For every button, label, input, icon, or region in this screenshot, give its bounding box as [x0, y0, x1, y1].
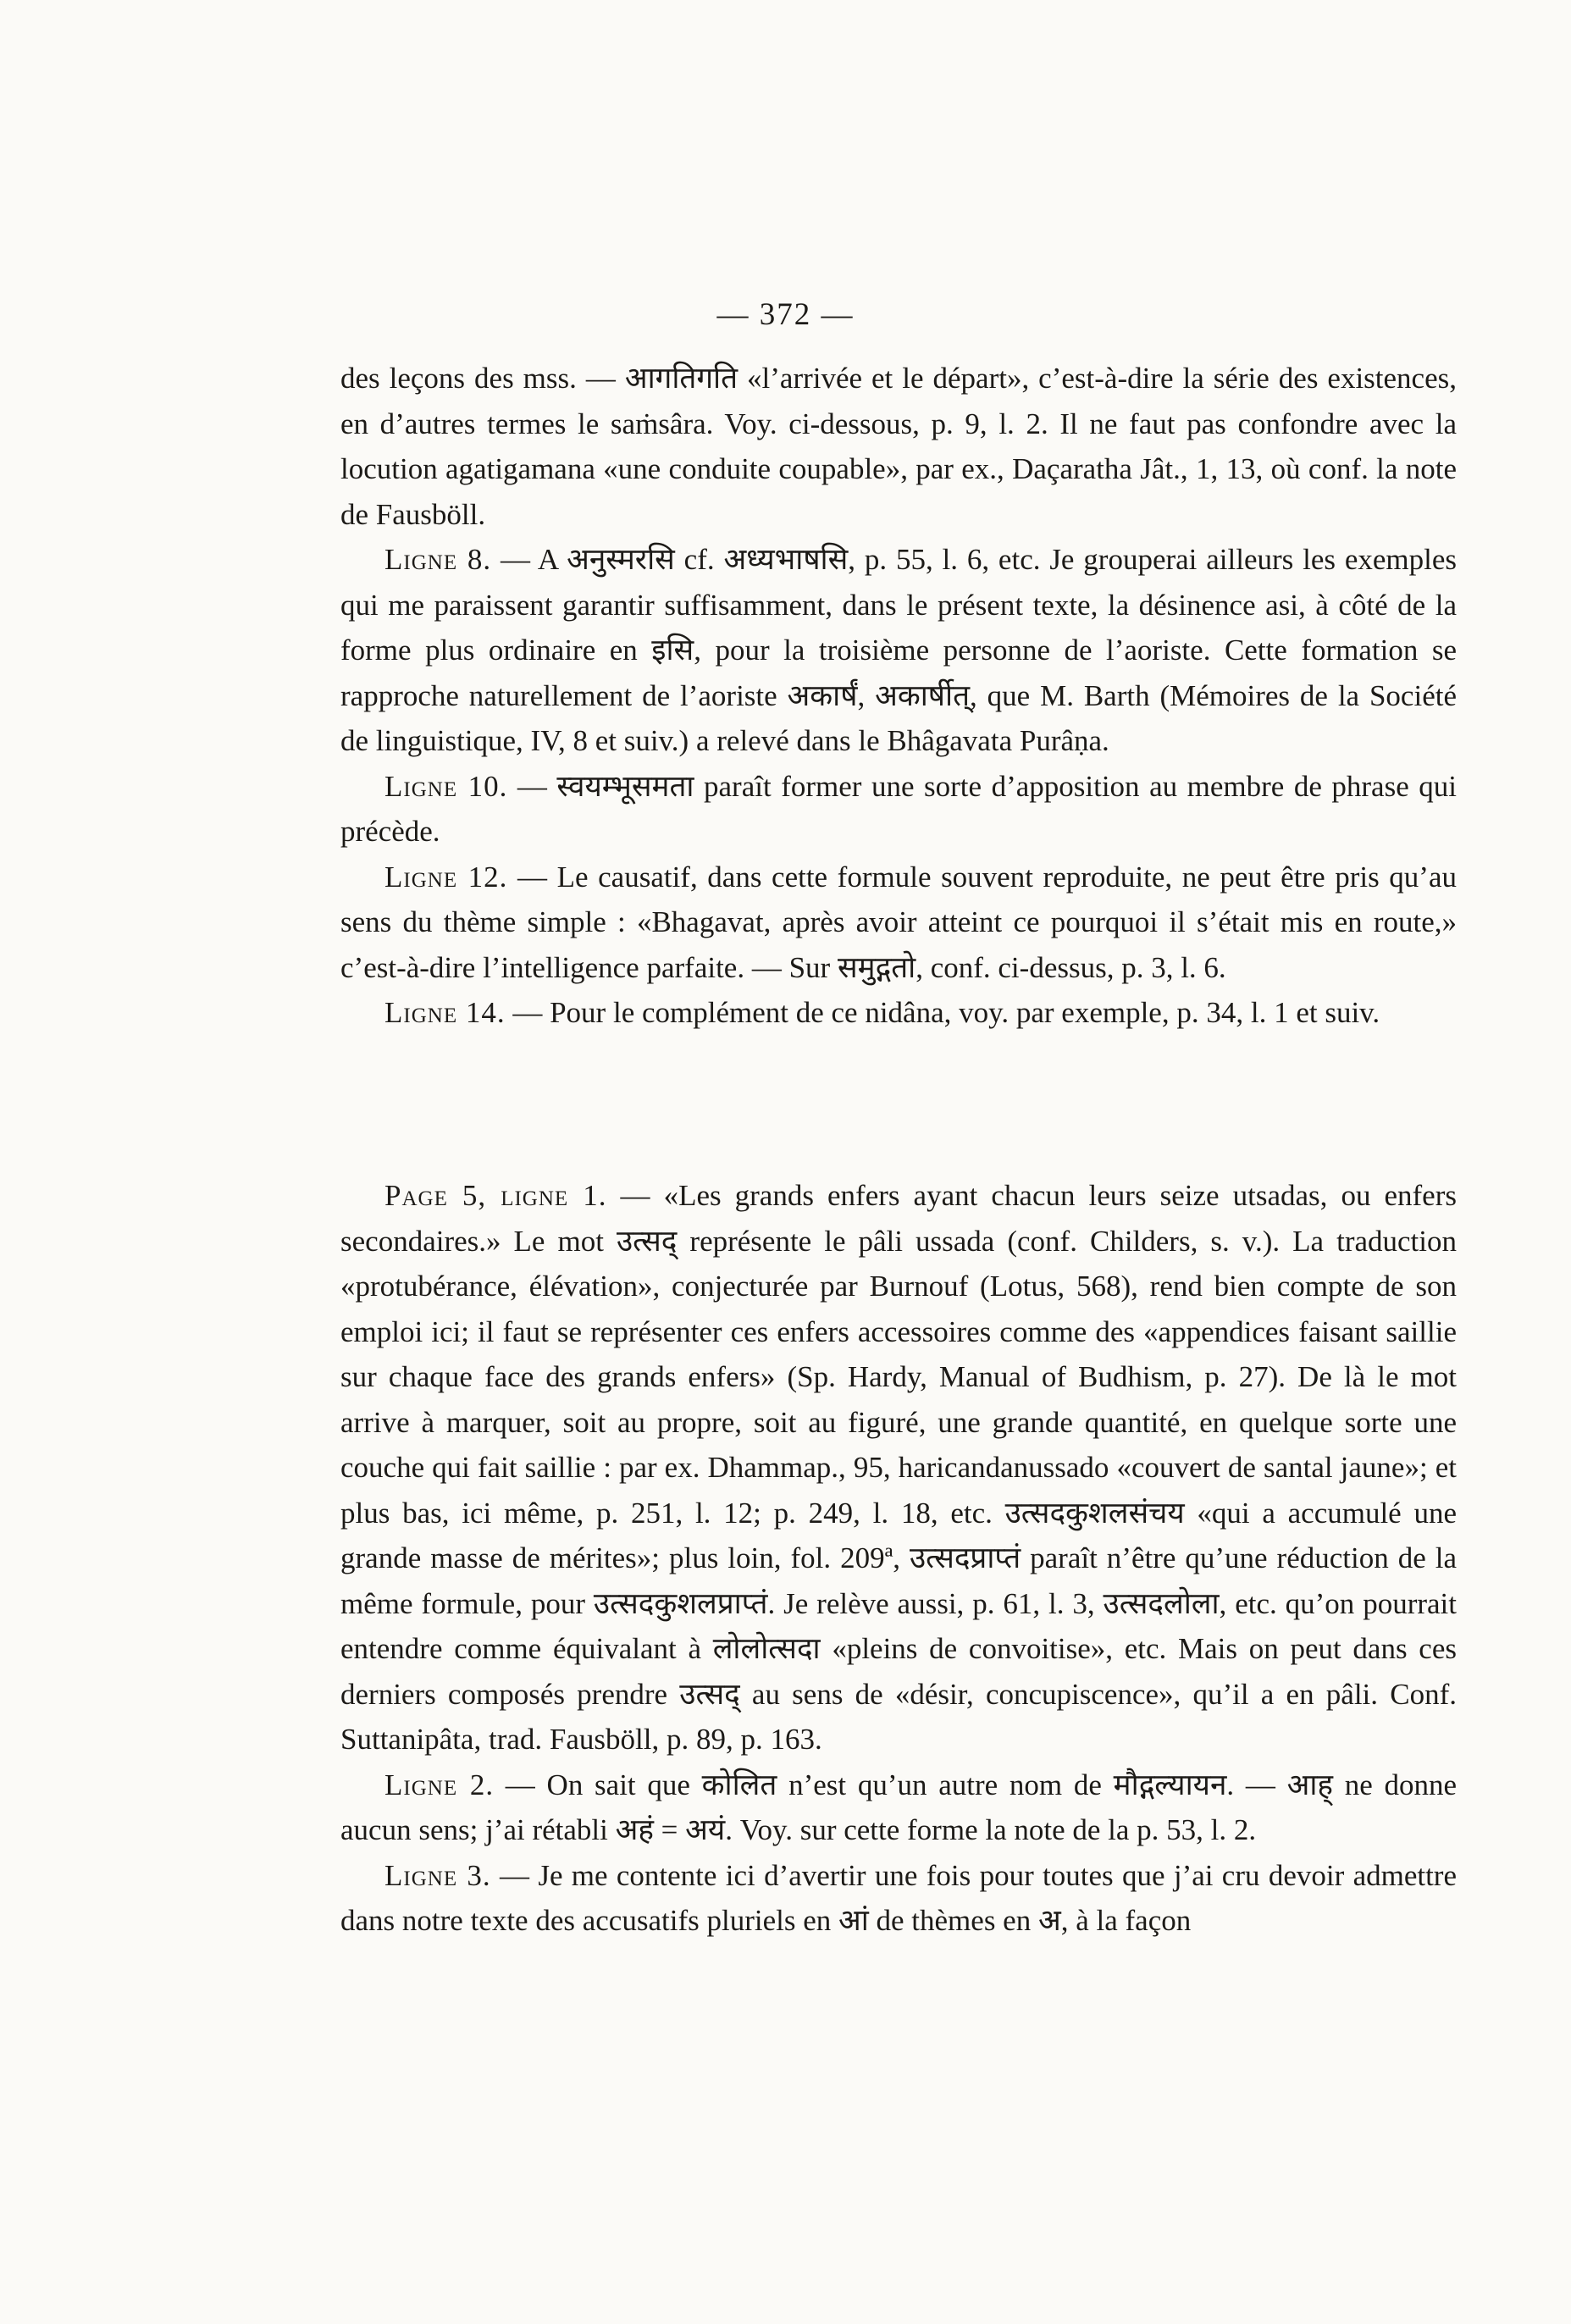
paragraph: [340, 356, 1457, 537]
paragraph: [340, 1762, 1457, 1853]
paragraph-lead: Ligne 2.: [384, 1768, 495, 1801]
paragraph-lead: Ligne 3.: [384, 1858, 491, 1892]
paragraph-lead: Ligne 12.: [384, 860, 508, 894]
paragraph: [340, 990, 1457, 1036]
paragraph-text: — On sait que कोलित n’est qu’un autre nom de मौद्गल्यायन. — आह् ne donne aucun sens; j’ai rétabli अहं = अयं. Voy. sur cette forme la note de la p. 53, l. 2.: [340, 1768, 1457, 1846]
paragraph: [340, 764, 1457, 855]
notes-section-1: [340, 356, 1457, 1036]
paragraph-text: — Je me contente ici d’avertir une fois pour toutes que j’ai cru devoir admettre dans notre texte des accusatifs pluriels en आं de thèmes en अ, à la façon: [340, 1858, 1457, 1937]
notes-section-2: [340, 1173, 1457, 1944]
paragraph-text: des leçons des mss. — आगतिगति «l’arrivée et le départ», c’est-à-dire la série des existences, en d’autres termes le saṁsâra. Voy. ci-dessous, p. 9, l. 2. Il ne faut pas confondre avec la locution agatigamana «une conduite coupable», par ex., Daçaratha Jât., 1, 13, où conf. la note de Fausböll.: [340, 362, 1457, 531]
page-number: — 372 —: [716, 297, 855, 332]
paragraph: [340, 537, 1457, 764]
paragraph-text: — स्वयम्भूसमता paraît former une sorte d’apposition au membre de phrase qui précède.: [340, 769, 1457, 848]
paragraph-text: — Pour le complément de ce nidâna, voy. par exemple, p. 34, l. 1 et suiv.: [505, 996, 1380, 1029]
paragraph: [340, 1173, 1457, 1762]
paragraph-lead: Ligne 8.: [384, 543, 492, 576]
paragraph-text: — A अनुस्मरसि cf. अध्यभाषसि, p. 55, l. 6, etc. Je grouperai ailleurs les exemples qui me paraissent garantir suffisamment, dans le présent texte, la désinence asi, à côté de la forme plus ordinaire en इसि, pour la troisième personne de l’aoriste. Cette formation se rapproche naturellement de l’aoriste अकार्षं, अकार्षीत्, que M. Barth (Mémoires de la Société de linguistique, IV, 8 et suiv.) a relevé dans le Bhâgavata Purâṇa.: [340, 543, 1457, 757]
paragraph: [340, 1853, 1457, 1944]
paragraph-lead: Ligne 14.: [384, 996, 506, 1029]
paragraph-lead: Page 5, ligne 1.: [384, 1179, 607, 1212]
paragraph-lead: Ligne 10.: [384, 769, 508, 803]
paragraph-text: — Le causatif, dans cette formule souvent reproduite, ne peut être pris qu’au sens du thème simple : «Bhagavat, après avoir atteint ce pourquoi il s’était mis en route,» c’est-à-dire l’intelligence parfaite. — Sur समुद्गतो, conf. ci-dessus, p. 3, l. 6.: [340, 860, 1457, 984]
paragraph-text: — «Les grands enfers ayant chacun leurs seize utsadas, ou enfers secondaires.» Le mot उत्सद् représente le pâli ussada (conf. Childers, s. v.). La traduction «protubérance, élévation», conjecturée par Burnouf (Lotus, 568), rend bien compte de son emploi ici; il faut se représenter ces enfers accessoires comme des «appendices faisant saillie sur chaque face des grands enfers» (Sp. Hardy, Manual of Budhism, p. 27). De là le mot arrive à marquer, soit au propre, soit au figuré, une grande quantité, en quelque sorte une couche qui fait saillie : par ex. Dhammap., 95, haricandanussado «couvert de santal jaune»; et plus bas, ici même, p. 251, l. 12; p. 249, l. 18, etc. उत्सदकुशलसंचय «qui a accumulé une grande masse de mérites»; plus loin, fol. 209ª, उत्सदप्राप्तं paraît n’être qu’une réduction de la même formule, pour उत्सदकुशलप्राप्तं. Je relève aussi, p. 61, l. 3, उत्सदलोला, etc. qu’on pourrait entendre comme équivalant à लोलोत्सदा «pleins de convoitise», etc. Mais on peut dans ces derniers composés prendre उत्सद् au sens de «désir, concupiscence», qu’il a en pâli. Conf. Suttanipâta, trad. Fausböll, p. 89, p. 163.: [340, 1179, 1457, 1756]
paragraph: [340, 855, 1457, 991]
